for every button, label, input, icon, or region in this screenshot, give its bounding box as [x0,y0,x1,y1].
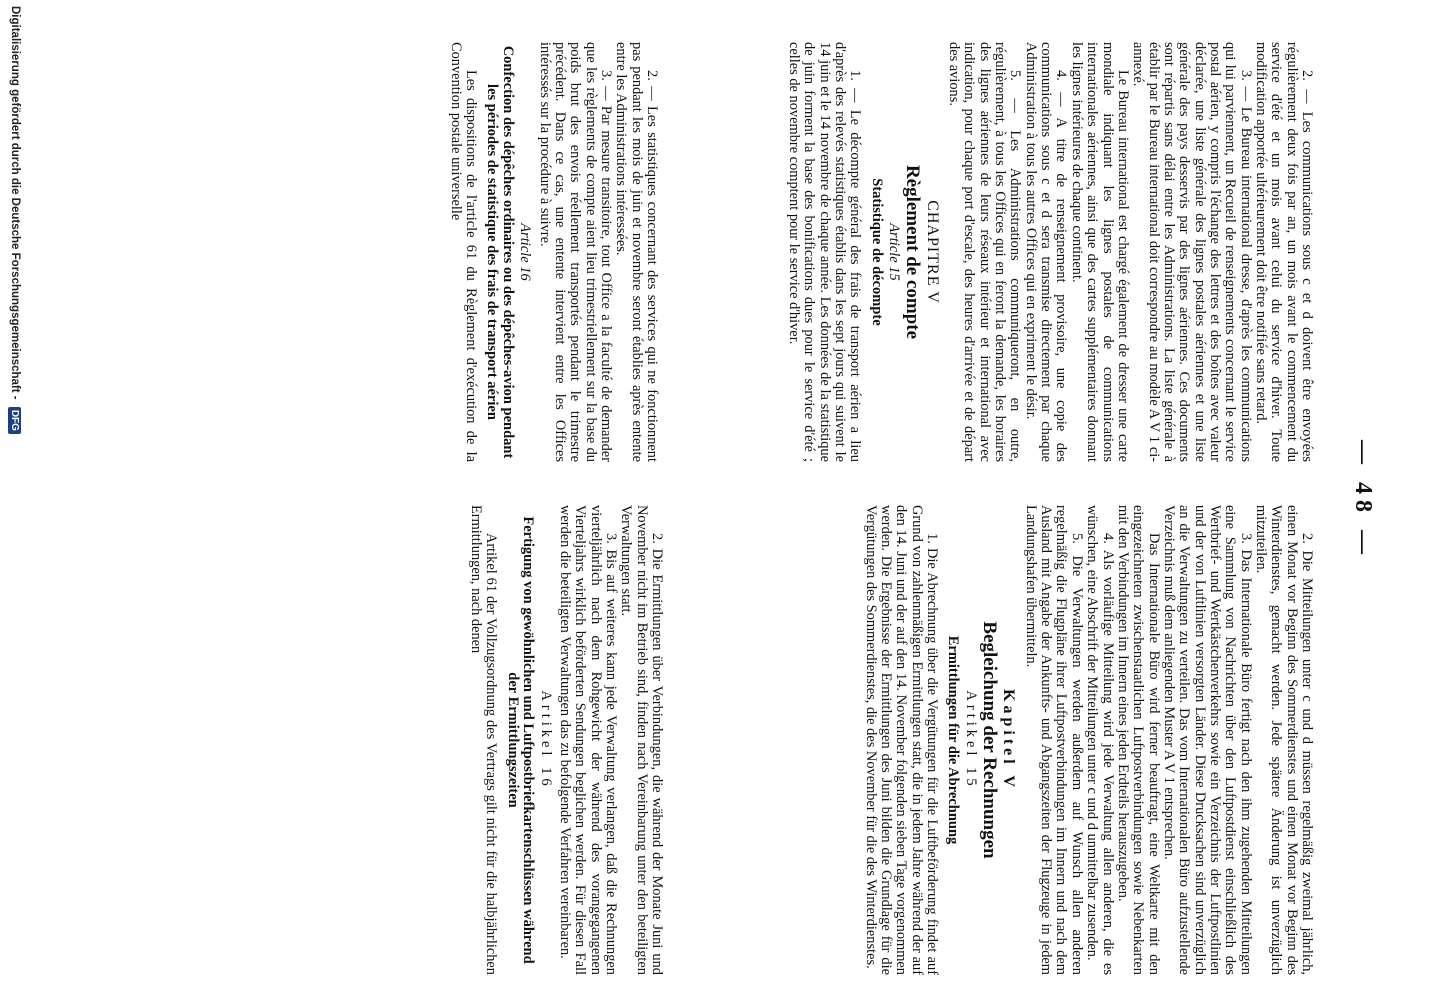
chapter-heading: Kapitel V [1000,689,1018,791]
article-subtitle: Ermittlungen für die Abrechnung [945,635,962,845]
article-subtitle: Confection des dépêches ordinaires ou des dépêches-avion pendant les périodes de statistique des frais de transport aérien [484,45,516,459]
dfg-logo: DFG [8,407,21,434]
article-heading: Artikel 15 [962,690,979,790]
paragraph: 3. Bis auf weiteres kann jede Verwaltung verlangen, daß die Rechnungen vierteljährlich nach dem Rohgewicht der während des vorangegangenen Vierteljahrs wirklich beförderten Sendungen beglichen werden. Für diesen Fall werden die beteiligten Verwaltungen das zu befolgende Verfahren vereinbaren. [556,505,619,975]
german-column-lower [468,505,664,975]
paragraph: 4. Als vorläufige Mitteilung wird jede Verwaltung allen anderen, die es wünschen, eine Abschrift der Mitteilungen unter c und d unmittelbar zusenden. [1084,505,1116,975]
paragraph: 2. Die Mitteilungen unter c und d müssen regelmäßig zweimal jährlich, einen Monat vor Beginn des Sommerdienstes und einen Monat vor Beginn des Winterdienstes, gemacht werden. Jede spätere Änderung ist unverzüglich mitzuteilen. [1252,505,1315,975]
page-number: — 48 — [1350,440,1376,560]
article-subtitle: Statistique de décompte [868,178,885,326]
paragraph: Das Internationale Büro wird ferner beauftragt, eine Weltkarte mit den eingezeichneten zwischenstaatlichen Luftpostverbindungen sowie Nebenkarten mit den Verbindungen im Innern eines jeden Erdteils herauszugeben. [1114,505,1162,975]
paragraph: 2. — Les communications sous c et d doivent être envoyées régulièrement deux fois par an, un mois avant le commencement du service d'été et un mois avant celui du service d'hiver. Toute modification apportée ultérieurement doit être notifiée sans retard. [1252,42,1315,462]
credit-text: Digitalisierung gefördert durch die Deutsche Forschungsgemeinschaft - [9,6,21,400]
paragraph: 3. — Par mesure transitoire, tout Office a la faculté de demander que les règlements de compte aient lieu trimestriellement sur la base du poids brut des envois réellement transportés pendant le trimestre précédent. Dans ce cas, une entente intervient entre les Offices intéressés sur la procédure à suivre. [536,42,614,462]
paragraph: Le Bureau international est chargé également de dresser une carte mondiale indiquant les lignes postales de communications internationales aériennes, ainsi que des cartes supplémentaires donnant les lignes intérieures de chaque continent. [1068,42,1131,462]
paragraph: 3. Das Internationale Büro fertigt nach den ihm zugehenden Mitteilungen eine Sammlung von Nachrichten über den Luftpostdienst einschließlich des Wertbrief- und Wertkästchenverkehrs sowie ein Verzeichnis der Luftpostlinien und der von Luftlinien versorgten Länder. Diese Drucksachen sind unverzüglich an die Verwaltungen zu verteilen. Das vom Internationalen Büro aufzustellende Verzeichnis muß dem anliegenden Muster A V 1 entsprechen. [1160,505,1254,975]
section-title: Begleichung der Rechnungen [979,621,1001,859]
paragraph: 1. — Le décompte général des frais de transport aérien a lieu d'après des relevés statistiques établis dans les sept jours qui suivent le 14 juin et le 14 novembre de chaque année. Les données de la statistique de juin forment la base des bonifications dues pour le service d'été ; celles de novembre comptent pour le service d'hiver. [785,42,864,462]
paragraph: 3. — Le Bureau international dresse, d'après les communications qui lui parviennent, un Recueil de renseignements concernant le service postal aérien, y compris l'échange des lettres et des boîtes avec valeur déclarée, une liste générale des lignes postales aériennes et une liste générale des pays desservis par des lignes aériennes. Ces documents sont répartis sans délai entre les Administrations. La liste générale à établir par le Bureau international doit correspondre au modèle A V 1 ci-annexé. [1130,42,1254,462]
article-heading: Artikel 16 [537,690,554,790]
paragraph: 1. Die Abrechnung über die Vergütungen für die Luftbeförderung findet auf Grund von zahlenmäßigen Ermittlungen statt, die in jedem Jahre während der auf den 14. Juni und der auf den 14. November folgenden sieben Tage vorgenommen werden. Die Ergebnisse der Ermittlungen des Juni bilden die Grundlage für die Vergütungen des Sommerdienstes, die des November für die des Winterdienstes. [862,505,940,975]
digitization-credit [8,6,21,994]
article-heading: Article 15 [886,223,903,281]
paragraph: 4. — A titre de renseignement provisoire, une copie des communications sous c et d sera transmise directement par chaque Administration à tous les autres Offices qui en expriment le désir. [1022,42,1070,462]
german-column-upper [862,505,1314,975]
article-subtitle: Fertigung von gewöhnlichen und Luftpostbriefkartenschlüssen während der Ermittlungszeiten [504,516,537,964]
french-column-upper [786,42,1315,462]
article-heading: Article 16 [517,223,534,281]
paragraph: 5. Die Verwaltungen werden außerdem auf Wunsch allen anderen regelmäßig die Flugpläne ihrer Luftpostverbindungen im Innern und nach dem Ausland mit Angabe der Ankunfts- und Abgangszeiten der Flugzeuge in jedem Landungshafen übermitteln. [1022,505,1085,975]
section-title: Règlement de compte [902,164,924,340]
french-column-lower [447,42,659,462]
paragraph: Artikel 61 der Vollzugsordnung des Vertrags gilt nicht für die halbjährlichen Ermittlungen, nach denen [467,505,500,975]
paragraph: 2. Die Ermittlungen über Verbindungen, die während der Monate Juni und November nicht im Betrieb sind, finden nach Vereinbarung unter den beteiligten Verwaltungen statt. [618,505,665,975]
chapter-heading: CHAPITRE V [923,200,941,304]
paragraph: 5. — Les Administrations communiqueront, en outre, régulièrement, à tous les Offices qui en feront la demande, les horaires des lignes aériennes de leurs réseaux intérieur et international avec indication, pour chaque port d'escale, des heures d'arrivée et de départ des avions. [946,42,1024,462]
paragraph: Les dispositions de l'article 61 du Règlement d'exécution de la Convention postale universelle [447,42,479,462]
paragraph: 2. — Les statistiques concernant des services qui ne fonctionnent pas pendant les mois de juin et novembre seront établies après entente entre les Administrations intéressées. [613,42,660,462]
